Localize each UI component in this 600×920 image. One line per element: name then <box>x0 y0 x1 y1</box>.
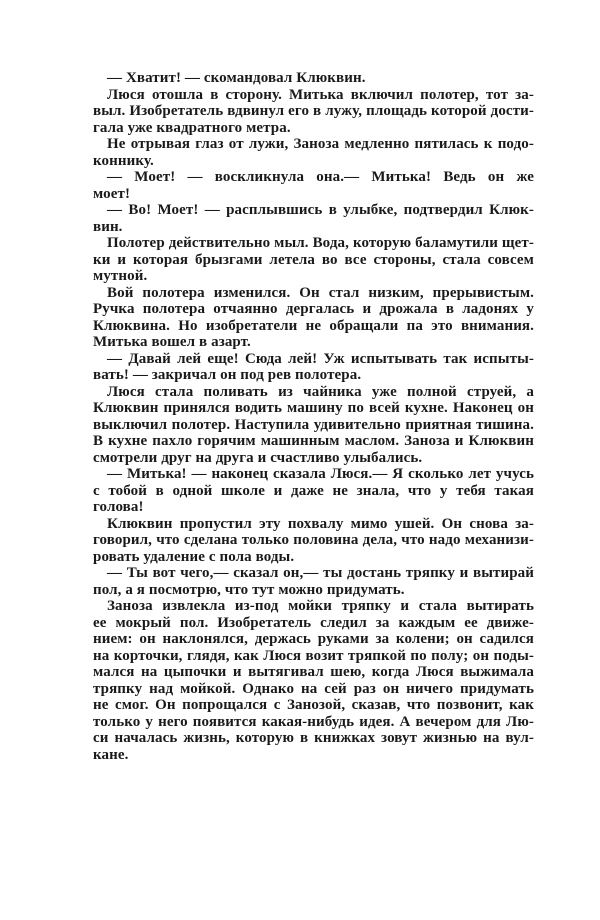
paragraph <box>93 70 534 87</box>
text-line: Заноза извлекла из-под мойки тряпку и стала вытирать <box>107 598 534 614</box>
text-line: Люся отошла в сторону. Митька включил полотер, тот за- <box>107 86 534 103</box>
text-line: си началась жизнь, которую в книжках зовут жизнью на вул- <box>93 730 534 746</box>
text-line: нием: он наклонялся, держась руками за колени; он садился <box>93 631 534 647</box>
text-line: коннику. <box>93 152 154 169</box>
text-line: Полотер действительно мыл. Вода, которую баламутили щет- <box>107 235 534 251</box>
paragraph <box>93 466 534 516</box>
text-line: с тобой в одной школе и даже не знала, что у тебя такая <box>93 482 534 499</box>
text-line: ее мокрый пол. Изобретатель следил за каждым ее движе- <box>93 614 534 631</box>
text-line: ровать удаление с пола воды. <box>93 548 295 565</box>
paragraph <box>93 598 534 763</box>
text-line: вин. <box>93 218 123 235</box>
text-line: только у него появится какая-нибудь идея. А вечером для Лю- <box>93 713 534 730</box>
text-line: — Митька! — наконец сказала Люся.— Я сколько лет учусь <box>107 466 534 482</box>
text-line: голова! <box>93 499 144 515</box>
paragraph <box>93 202 534 235</box>
paragraph <box>93 384 534 467</box>
paragraph <box>93 351 534 384</box>
text-line: ки и которая брызгами летела во все стороны, стала совсем <box>93 251 534 268</box>
text-line: гала уже квадратного метра. <box>93 119 291 136</box>
paragraph <box>93 285 534 351</box>
text-line: Клюквин пропустил эту похвалу мимо ушей. Он снова за- <box>107 515 534 532</box>
text-line: пол, а я посмотрю, что тут можно придумать. <box>93 581 405 598</box>
text-line: Клюквин принялся водить машину по всей кухне. Наконец он <box>93 400 534 416</box>
text-line: говорил, что сделана только половина дела, что надо механизи- <box>93 532 534 548</box>
paragraph <box>93 516 534 566</box>
text-line: смотрели друг на друга и счастливо улыбались. <box>93 449 423 466</box>
text-line: моет! <box>93 185 131 202</box>
text-line: — Во! Моет! — расплывшись в улыбке, подтвердил Клюк- <box>107 202 534 218</box>
text-line: — Моет! — воскликнула она.— Митька! Ведь он же <box>107 169 534 185</box>
text-line: — Ты вот чего,— сказал он,— ты достань тряпку и вытирай <box>107 565 534 581</box>
paragraph <box>93 169 534 202</box>
text-line: Митька вошел в азарт. <box>93 334 251 350</box>
text-line: Не отрывая глаз от лужи, Заноза медленно пятилась к подо- <box>107 136 534 152</box>
text-line: мался на цыпочки и вытягивал шею, когда Люся выжимала <box>93 664 534 680</box>
text-line: Ручка полотера отчаянно дергалась и дрожала в ладонях у <box>93 301 534 317</box>
text-line: выключил полотер. Наступила удивительно приятная тишина. <box>93 416 534 433</box>
text-line: В кухне пахло горячим машинным маслом. Заноза и Клюквин <box>93 433 534 449</box>
paragraph <box>93 565 534 598</box>
text-line: — Давай лей еще! Сюда лей! Уж испытывать так испыты- <box>107 350 534 367</box>
paragraph <box>93 136 534 169</box>
text-line: мутной. <box>93 268 148 284</box>
text-line: кане. <box>93 746 129 763</box>
text-line: Клюквина. Но изобретатели не обращали па это внимания. <box>93 317 534 334</box>
text-line: не смог. Он попрощался с Занозой, сказав, что позвонит, как <box>93 697 534 713</box>
book-page-text <box>93 70 534 763</box>
text-line: Вой полотера изменился. Он стал низким, прерывистым. <box>107 284 534 301</box>
paragraph <box>93 87 534 137</box>
text-line: тряпку над мойкой. Однако на сей раз он ничего придумать <box>93 680 534 697</box>
text-line: выл. Изобретатель вдвинул его в лужу, площадь которой дости- <box>93 103 534 119</box>
text-line: вать! — закричал он под рев полотера. <box>93 367 362 383</box>
text-line: на корточки, глядя, как Люся возит тряпкой по полу; он поды- <box>93 647 534 664</box>
text-line: — Хватит! — скомандовал Клюквин. <box>107 70 366 86</box>
text-line: Люся стала поливать из чайника уже полной струей, а <box>107 383 534 400</box>
paragraph <box>93 235 534 285</box>
